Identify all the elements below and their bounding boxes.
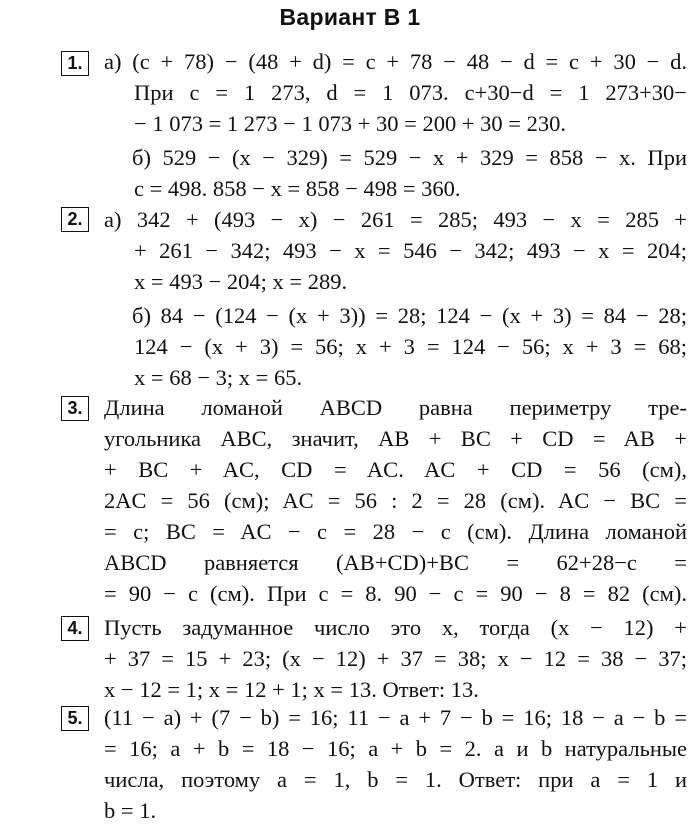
problem-number-badge: 5. [61, 706, 89, 731]
solution-line: б) 84 − (124 − (x + 3)) = 28; 124 − (x + 3) = 84 − 28; [132, 303, 687, 328]
solution-line: (11 − a) + (7 − b) = 16; 11 − a + 7 − b = 16; 18 − a − b = [104, 705, 687, 730]
solution-line: б) 529 − (x − 329) = 529 − x + 329 = 858 − x. При [132, 145, 687, 170]
problem-number-badge: 4. [61, 616, 89, 641]
solution-line: числа, поэтому a = 1, b = 1. Ответ: при a = 1 и [104, 767, 687, 792]
solution-line: = 16; a + b = 18 − 16; a + b = 2. a и b натуральные [104, 736, 687, 761]
problem-number-badge: 1. [61, 51, 89, 76]
solution-line: − 1 073 = 1 273 − 1 073 + 30 = 200 + 30 = 230. [134, 111, 566, 136]
solution-line: b = 1. [104, 798, 157, 823]
solution-line: а) (c + 78) − (48 + d) = c + 78 − 48 − d = c + 30 − d. [104, 49, 687, 74]
solution-line: а) 342 + (493 − x) − 261 = 285; 493 − x = 285 + [104, 207, 687, 232]
solution-line: = 90 − c (см). При c = 8. 90 − c = 90 − 8 = 82 (см). [104, 581, 687, 606]
solution-line: x − 12 = 1; x = 12 + 1; x = 13. Ответ: 13. [104, 677, 479, 702]
solution-line: Длина ломаной ABCD равна периметру тре- [104, 395, 687, 420]
page-title: Вариант В 1 [279, 4, 421, 30]
solution-line: + 261 − 342; 493 − x = 546 − 342; 493 − x = 204; [134, 238, 687, 263]
solution-line: x = 68 − 3; x = 65. [134, 365, 303, 390]
solution-line: Пусть задуманное число это x, тогда (x − 12) + [104, 615, 687, 640]
solution-line: = c; BC = AC − c = 28 − c (см). Длина ломаной [104, 519, 687, 544]
solution-line: угольника ABC, значит, AB + BC + CD = AB + [104, 426, 687, 451]
problem-number-badge: 2. [61, 207, 89, 232]
solution-line: c = 498. 858 − x = 858 − 498 = 360. [134, 176, 461, 201]
solution-line: x = 493 − 204; x = 289. [134, 269, 348, 294]
solution-line: 2AC = 56 (см); AC = 56 : 2 = 28 (см). AC − BC = [104, 488, 687, 513]
solution-line: + BC + AC, CD = AC. AC + CD = 56 (см), [104, 457, 687, 482]
solution-line: При c = 1 273, d = 1 073. c+30−d = 1 273+30− [134, 80, 687, 105]
solution-line: ABCD равняется (AB+CD)+BC = 62+28−c = [104, 550, 687, 575]
problem-number-badge: 3. [61, 396, 89, 421]
solution-line: 124 − (x + 3) = 56; x + 3 = 124 − 56; x + 3 = 68; [134, 334, 687, 359]
solution-line: + 37 = 15 + 23; (x − 12) + 37 = 38; x − 12 = 38 − 37; [104, 646, 687, 671]
